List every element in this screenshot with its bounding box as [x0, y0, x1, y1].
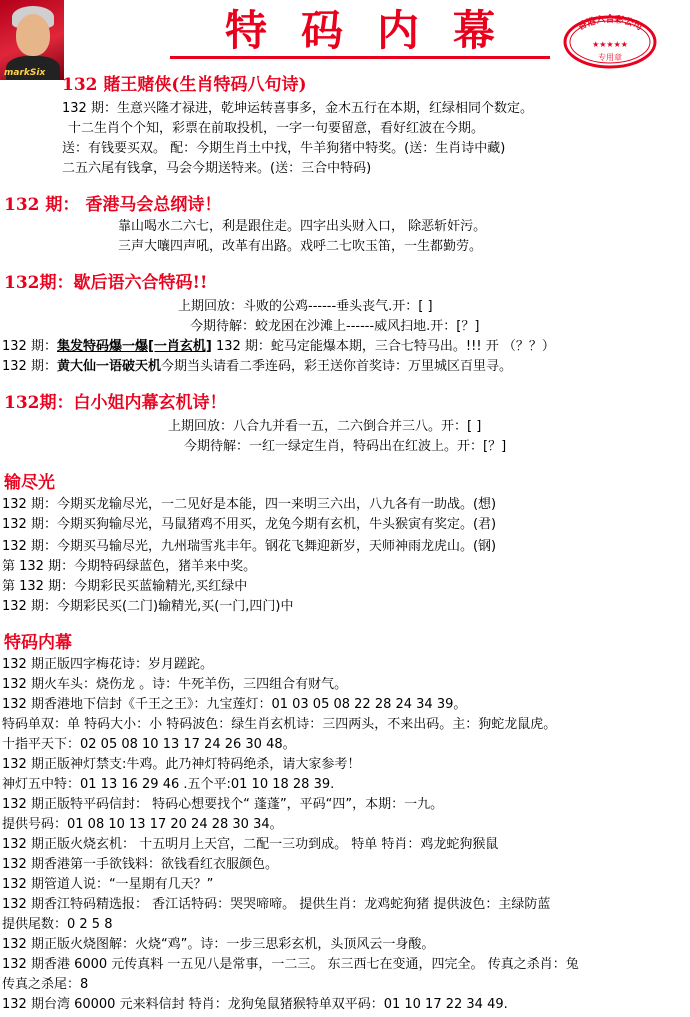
section-heading-gambler-poem: 132 賭王赌侠(生肖特码八句诗)	[62, 75, 307, 95]
text-line: 特码单双：单 特码大小：小 特码波色：绿生肖玄机诗：三四两头，不来出码。主：狗蛇龙鼠虎。	[2, 717, 557, 732]
issue-prefix: 132 期：	[2, 359, 57, 374]
text-line: 132 期正版神灯禁支:牛鸡。此乃神灯特码绝杀，请大家参考！	[2, 757, 361, 772]
text-line: 132 期正版四字梅花诗：岁月蹉跎。	[2, 657, 213, 672]
text-line: 132 期：今期买马输尽光，九州瑞雪兆丰年。钢花飞舞迎新岁，天师神雨龙虎山。(钢)	[2, 539, 497, 554]
text-line: 十指平天下：02 05 08 10 13 17 24 26 30 48。	[2, 737, 296, 752]
bold-label: 集发特码爆一爆[一肖玄机]	[56, 339, 212, 354]
text-line: 132 期：今期彩民买(二门)输精光,买(一门,四门)中	[2, 599, 294, 614]
bold-label: 黄大仙一语破天机	[56, 359, 161, 374]
text-line: 二五六尾有钱拿，马会今期送特来。(送：三合中特码)	[62, 161, 372, 176]
seal-arc-text: 香港六合彩公司	[576, 15, 644, 33]
section-heading-inside-info: 特码内幕	[4, 633, 72, 653]
text-line: 第 132 期：今期特码绿蓝色，猪羊来中奖。	[2, 559, 257, 574]
text-line: 132 期香港地下信封《千王之王》：九宝莲灯：01 03 05 08 22 28 24 34 39。	[2, 697, 467, 712]
seal-mark: 专用章	[598, 53, 622, 62]
text-line: 三声大嚷四声吼，改革有出路。戏呼二七吹玉笛，一生都勤劳。	[118, 239, 483, 254]
text-line: 132 期：今期买狗输尽光，马鼠猪鸡不用买，龙兔今期有玄机，牛头猴寅有奖定。(君)	[2, 517, 497, 532]
text-line: 132 期火车头：烧伤龙 。诗：牛死羊伤，三四组合有财气。	[2, 677, 348, 692]
text-line: 十二生肖个个知，彩票在前取投机，一字一句要留意，看好红波在今期。	[68, 121, 485, 136]
text-line: 132 期台湾 60000 元来料信封 特肖：龙狗兔鼠猪猴特单双平码：01 10 17 22 34 49.	[2, 997, 508, 1012]
section-heading-hk-poem: 132 期： 香港马会总纲诗！	[4, 195, 222, 215]
text-line: 上期回放：斗败的公鸡------垂头丧气.开：[ ]	[178, 299, 433, 314]
title-underline	[170, 56, 550, 59]
text-line: 132 期管道人说：“一星期有几天？”	[2, 877, 214, 892]
section-heading-proverb: 132期：歇后语六合特码!!	[4, 273, 208, 293]
text-line: 132 期正版火烧玄机： 十五明月上天宫，二配一三功到成。 特单 特肖：鸡龙蛇狗猴鼠	[2, 837, 499, 852]
seal-stars: ★★★★★	[592, 40, 628, 49]
text-line: 今期待解：一红一绿定生肖，特码出在红波上。开：[？]	[184, 439, 507, 454]
text-line: 132 期：今期买龙输尽光，一二见好是本能，四一来明三六出，八九各有一助战。(想)	[2, 497, 497, 512]
text-line: 第 132 期：今期彩民买蓝输精光,买红绿中	[2, 579, 248, 594]
section-heading-lose-all: 输尽光	[4, 473, 55, 493]
section-heading-white-lady: 132期：白小姐内幕玄机诗！	[4, 393, 227, 413]
text-line: 送：有钱要买双。 配：今期生肖土中找，牛羊狗猪中特奖。(送：生肖诗中藏)	[62, 141, 506, 156]
issue-prefix: 132 期：	[2, 339, 57, 354]
text-line: 132 期香港 6000 元传真料 一五见八是常事，一二三。 东三西七在变通，四完全。 传真之杀肖：兔	[2, 957, 579, 972]
text-line: 132 期正版火烧图解：火烧“鸡”。诗：一步三思彩玄机，头顶风云一身酸。	[2, 937, 435, 952]
avatar-face	[16, 14, 50, 56]
text-line: 132 期香港第一手欲钱料：欲钱看红衣服颜色。	[2, 857, 278, 872]
text-line: 靠山喝水二六七，利是跟住走。四字出头财入口， 除恶斩奸污。	[118, 219, 487, 234]
text-line: 132 期香江特码精选报： 香江话特码：哭哭啼啼。 提供生肖：龙鸡蛇狗猪 提供波色：主绿防蓝	[2, 897, 551, 912]
page-title: 特码内幕	[224, 6, 529, 55]
text-line	[2, 338, 555, 356]
text-rest: 132 期：蛇马定能爆本期，三合七特马出。!!! 开 （？？）	[211, 339, 555, 354]
text-line: 提供尾数：0 2 5 8	[2, 917, 113, 932]
text-line: 上期回放：八合九并看一五，二六倒合并三八。开：[ ]	[168, 419, 482, 434]
text-rest: 今期当头请看二季连码，彩王送你首奖诗：万里城区百里寻。	[160, 359, 512, 374]
official-seal-icon	[562, 14, 658, 70]
avatar-logo: markSix	[4, 68, 46, 78]
text-line: 132 期正版特平码信封： 特码心想要找个“ 蓬蓬”，平码“四”，本期：一九。	[2, 797, 444, 812]
text-line	[2, 358, 512, 376]
author-avatar	[0, 0, 64, 80]
text-line: 132 期：生意兴隆才禄进，乾坤运转喜事多，金木五行在本期，红绿相同个数定。	[62, 101, 533, 116]
text-line: 传真之杀尾：8	[2, 977, 89, 992]
text-line: 神灯五中特：01 13 16 29 46 .五个平:01 10 18 28 39.	[2, 777, 335, 792]
text-line: 提供号码：01 08 10 13 17 20 24 28 30 34。	[2, 817, 283, 832]
text-line: 今期待解：蛟龙困在沙滩上------威风扫地.开：[？]	[190, 319, 480, 334]
